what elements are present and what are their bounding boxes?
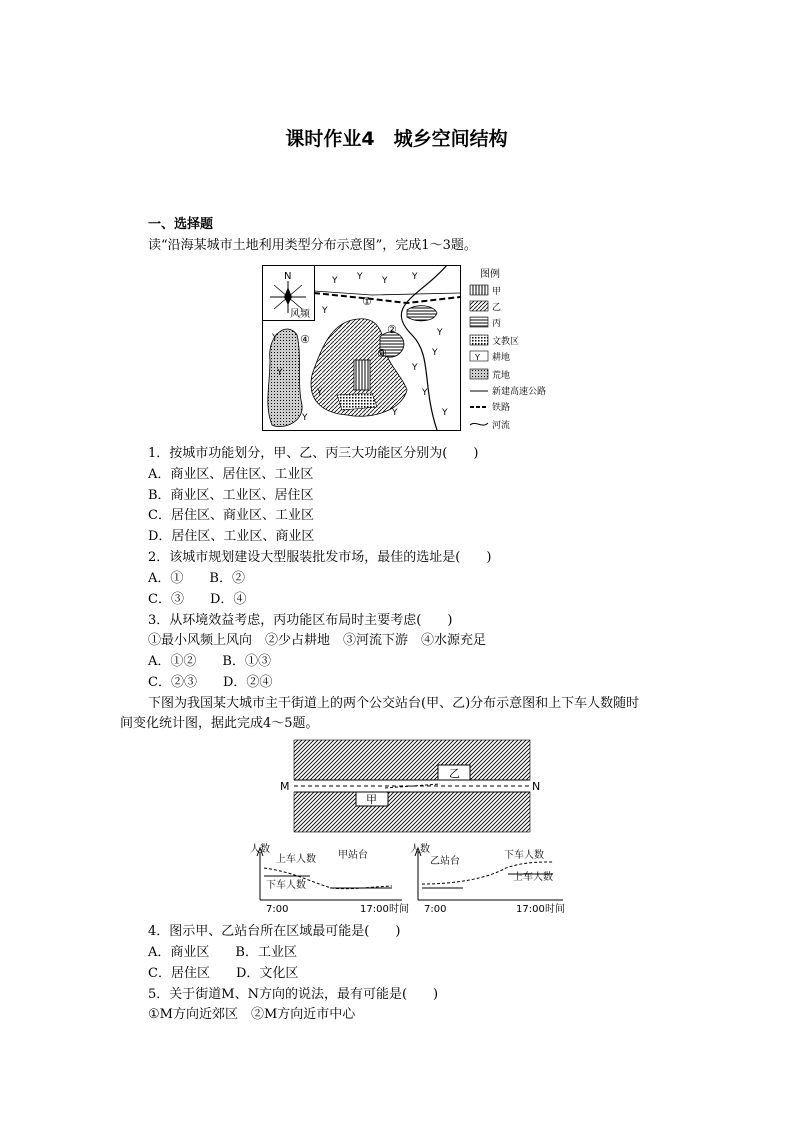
question-3-stem: 3．从环境效益考虑，丙功能区布局时主要考虑( ) [148, 613, 453, 628]
legend-item: 丙 [492, 319, 502, 329]
graph-b-x-start: 7:00 [424, 904, 447, 915]
svg-text:Y: Y [412, 272, 418, 282]
svg-text:Y: Y [392, 408, 398, 418]
legend-item: 文教区 [492, 337, 520, 347]
stop-b-label: 乙 [449, 767, 460, 780]
section-heading: 一、选择题 [148, 217, 214, 232]
wind-label: 风频 [290, 309, 310, 320]
legend-item: 铁路 [492, 403, 511, 413]
svg-text:Y: Y [317, 388, 323, 398]
graph-station-b [408, 840, 578, 918]
question-3-option: C．②③ D．②④ [148, 675, 273, 690]
graph-b-x-end: 17:00 [516, 904, 545, 915]
stop-a-label: 甲 [366, 793, 377, 806]
marker-3: ③ [377, 347, 387, 360]
question-2-stem: 2．该城市规划建设大型服装批发市场，最佳的选址是( ) [148, 550, 492, 565]
question-1-option: D．居住区、工业区、商业区 [148, 529, 315, 544]
svg-text:Y: Y [277, 368, 283, 378]
legend-item: 荒地 [492, 371, 511, 381]
north-label: N [284, 271, 292, 282]
intro-text-1: 读“沿海某城市土地利用类型分布示意图”，完成1～3题。 [148, 238, 477, 253]
svg-text:Y: Y [437, 328, 443, 338]
street-label-n: N [532, 780, 541, 793]
graph-a-series1: 上车人数 [276, 854, 316, 865]
graph-b-series2: 上车人数 [513, 872, 553, 883]
svg-text:Y: Y [357, 272, 363, 282]
legend-item: 甲 [492, 287, 502, 297]
svg-text:Y: Y [272, 333, 278, 343]
graph-b-station: 乙站台 [430, 856, 460, 867]
question-5-line: ①M方向近郊区 ②M方向近市中心 [148, 1007, 356, 1022]
graph-station-a [250, 840, 410, 918]
question-3-option: A．①② B．①③ [148, 654, 271, 669]
question-4-option: A．商业区 B．工业区 [148, 945, 297, 960]
question-4-option: C．居住区 D．文化区 [148, 966, 299, 981]
intro-text-2: 下图为我国某大城市主干街道上的两个公交站台(甲、乙)分布示意图和上下车人数随时 [148, 696, 640, 711]
question-2-option: C．③ D．④ [148, 592, 247, 607]
intro-text-2-cont: 间变化统计图，据此完成4～5题。 [120, 716, 319, 731]
legend-item: 河流 [492, 421, 511, 431]
legend [470, 285, 546, 431]
legend-title: 图例 [480, 269, 500, 280]
question-1-option: B．商业区、工业区、居住区 [148, 488, 314, 503]
graph-a-xlabel: 时间 [389, 904, 409, 915]
marker-1: ① [362, 295, 372, 308]
svg-text:Y: Y [302, 413, 308, 423]
graph-b-series1: 下车人数 [504, 850, 544, 861]
question-2-option: A．① B．② [148, 571, 245, 586]
graph-a-x-end: 17:00 [360, 904, 389, 915]
svg-text:Y: Y [382, 276, 388, 286]
graph-a-station: 甲站台 [338, 850, 368, 861]
graph-a-ylabel: 人数 [250, 844, 270, 855]
street-label-m: M [280, 780, 290, 793]
svg-text:Y: Y [322, 306, 328, 316]
question-4-stem: 4．图示甲、乙站台所在区域最可能是( ) [148, 924, 401, 939]
graph-b-ylabel: 人数 [410, 844, 430, 855]
land-use-map [262, 265, 562, 435]
legend-item: 耕地 [492, 353, 511, 363]
question-1-option: C．居住区、商业区、工业区 [148, 508, 314, 523]
svg-text:Y: Y [422, 388, 428, 398]
question-5-stem: 5．关于街道M、N方向的说法，最有可能是( ) [148, 987, 439, 1002]
marker-2: ② [387, 323, 397, 336]
svg-text:Y: Y [475, 353, 480, 362]
legend-item: 新建高速公路 [492, 387, 547, 397]
svg-text:Y: Y [432, 348, 438, 358]
question-1-stem: 1．按城市功能划分，甲、乙、丙三大功能区分别为( ) [148, 446, 479, 461]
marker-4: ④ [300, 333, 310, 346]
svg-text:Y: Y [332, 276, 338, 286]
question-1-option: A．商业区、居住区、工业区 [148, 467, 314, 482]
question-3-line: ①最小风频上风向 ②少占耕地 ③河流下游 ④水源充足 [148, 633, 487, 648]
graph-a-x-start: 7:00 [266, 904, 289, 915]
graph-b-xlabel: 时间 [545, 904, 565, 915]
svg-text:Y: Y [442, 408, 448, 418]
legend-item: 乙 [492, 303, 502, 313]
street-diagram [280, 738, 542, 834]
svg-text:Y: Y [412, 363, 418, 373]
graph-a-series2: 下车人数 [266, 880, 306, 891]
page-title: 课时作业4 城乡空间结构 [285, 128, 508, 150]
